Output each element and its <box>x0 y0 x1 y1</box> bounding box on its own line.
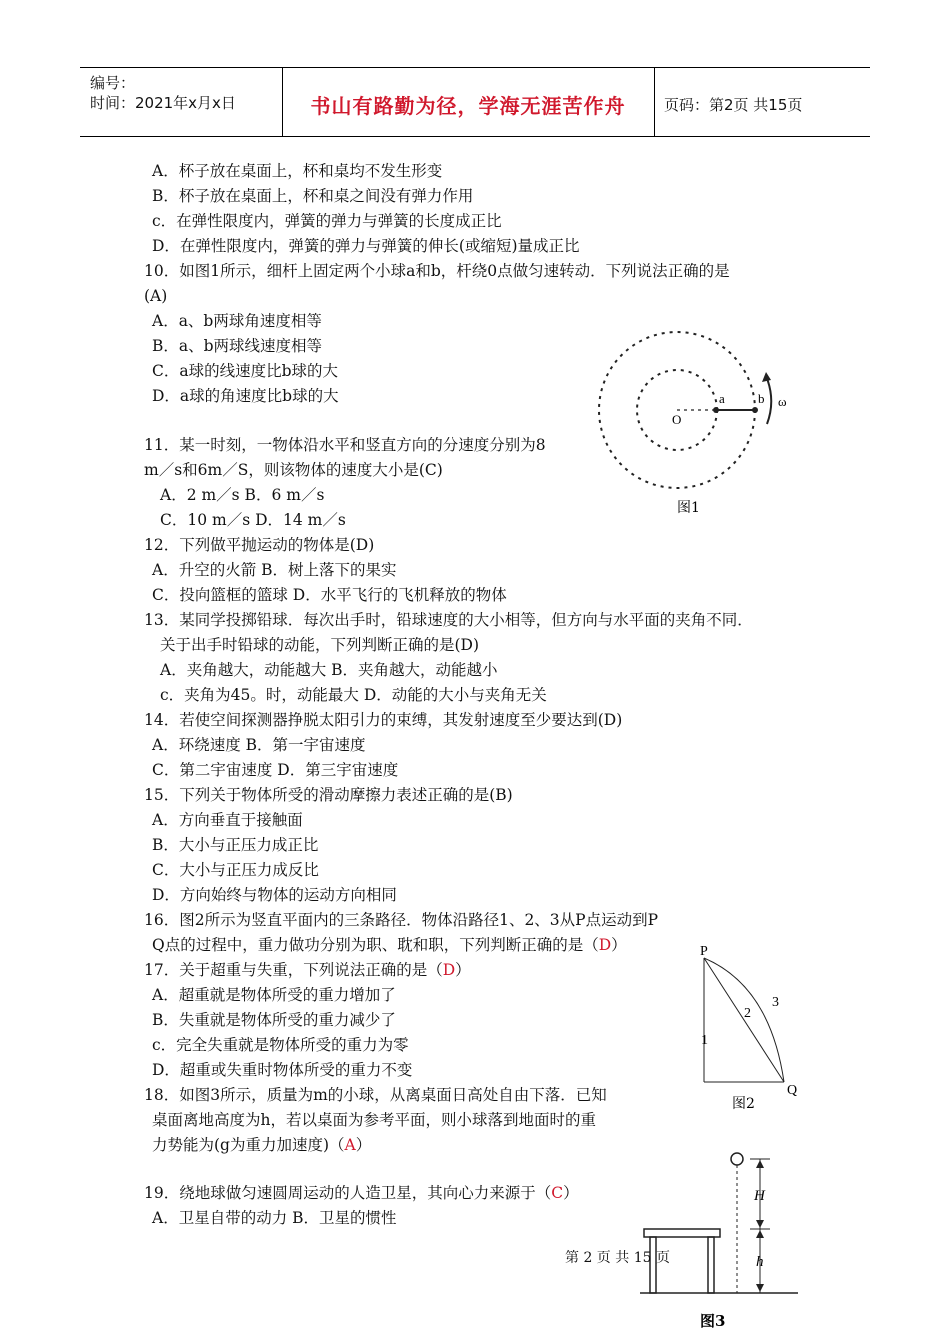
q11-stem-2: m／s和6m／S，则该物体的速度大小是(C) <box>144 461 443 479</box>
q10-answer: (A) <box>144 287 168 305</box>
q15-option-c: C．大小与正压力成反比 <box>152 861 319 879</box>
q15-option-d: D．方向始终与物体的运动方向相同 <box>152 886 397 904</box>
falling-ball <box>731 1153 743 1165</box>
q17-answer: D <box>442 961 456 979</box>
q11-options-cd: C．10 m／s D．14 m／s <box>160 511 346 529</box>
q13-stem-2: 关于出手时铅球的动能，下列判断正确的是(D) <box>160 636 480 654</box>
page-info: 页码：第2页 共15页 <box>664 96 803 114</box>
q16-answer: D <box>598 936 612 954</box>
q17-close: ） <box>455 961 471 979</box>
label-h-lower: h <box>756 1254 764 1270</box>
table-leg-right <box>708 1237 714 1293</box>
q17-option-c: c．完全失重就是物体所受的重力为零 <box>152 1036 409 1054</box>
q9-option-c: c．在弹性限度内，弹簧的弹力与弹簧的长度成正比 <box>152 212 502 230</box>
label-path-1: 1 <box>701 1033 708 1048</box>
q12-options-ab: A．升空的火箭 B．树上落下的果实 <box>152 561 397 579</box>
figure-2 <box>690 940 810 1115</box>
arrow-head-icon <box>762 372 771 382</box>
q13-options-cd: c．夹角为45。时，动能最大 D．动能的大小与夹角无关 <box>160 686 547 704</box>
q19-close: ） <box>563 1184 579 1202</box>
q10-option-c: C．a球的线速度比b球的大 <box>152 362 339 380</box>
label-a: a <box>719 391 725 406</box>
label-p: P <box>700 944 708 959</box>
q14-stem: 14．若使空间探测器挣脱太阳引力的束缚，其发射速度至少要达到(D) <box>144 711 623 729</box>
code-label: 编号： <box>90 74 136 92</box>
q19-stem <box>144 1183 579 1203</box>
q18-stem: 18．如图3所示，质量为m的小球，从离桌面日高处自由下落．已知 <box>144 1086 607 1104</box>
q16-stem-2 <box>152 935 627 955</box>
label-o: O <box>672 412 682 427</box>
q11-options-ab: A．2 m／s B．6 m／s <box>160 486 325 504</box>
figure-3 <box>630 1145 810 1340</box>
page-footer: 第 2 页 共 15 页 <box>565 1250 670 1266</box>
q14-options-ab: A．环绕速度 B．第一宇宙速度 <box>152 736 366 754</box>
q11-stem: 11．某一时刻，一物体沿水平和竖直方向的分速度分别为8 <box>144 436 546 454</box>
label-omega: ω <box>778 394 787 409</box>
q9-option-a: A．杯子放在桌面上，杯和桌均不发生形变 <box>152 162 443 180</box>
ball-a <box>713 407 719 413</box>
figure-2-caption: 图2 <box>732 1096 755 1112</box>
q17-text: 17．关于超重与失重，下列说法正确的是（ <box>144 961 443 979</box>
q18-answer: A <box>344 1136 356 1154</box>
q18-stem-3 <box>152 1135 371 1155</box>
q9-option-d: D．在弹性限度内，弹簧的弹力与弹簧的伸长(或缩短)量成正比 <box>152 237 580 255</box>
q16-text: Q点的过程中，重力做功分别为职、耽和职，下列判断正确的是（ <box>152 936 599 954</box>
ball-b <box>752 407 758 413</box>
label-h-upper: H <box>754 1188 765 1204</box>
q9-option-b: B．杯子放在桌面上，杯和桌之间没有弹力作用 <box>152 187 474 205</box>
q18-stem-2: 桌面离地高度为h，若以桌面为参考平面，则小球落到地面时的重 <box>152 1111 596 1129</box>
label-b: b <box>758 391 765 406</box>
table-top <box>644 1229 720 1237</box>
q15-option-b: B．大小与正压力成正比 <box>152 836 319 854</box>
arrow-down-icon <box>756 1284 764 1292</box>
q10-stem: 10．如图1所示，细杆上固定两个小球a和b，杆绕0点做匀速转动．下列说法正确的是 <box>144 262 730 280</box>
arrow-down-icon <box>756 1220 764 1228</box>
q17-option-a: A．超重就是物体所受的重力增加了 <box>152 986 396 1004</box>
q14-options-cd: C．第二宇宙速度 D．第三宇宙速度 <box>152 761 399 779</box>
header-middle <box>282 68 655 136</box>
header-left <box>80 68 283 136</box>
q18-text: 力势能为(g为重力加速度)（ <box>152 1136 345 1154</box>
q15-stem: 15．下列关于物体所受的滑动摩擦力表述正确的是(B) <box>144 786 513 804</box>
q13-stem: 13．某同学投掷铅球．每次出手时，铅球速度的大小相等，但方向与水平面的夹角不同． <box>144 611 753 629</box>
header-right <box>654 68 870 136</box>
rotation-arrow <box>766 376 771 424</box>
arrow-up-icon <box>756 1160 764 1168</box>
q10-option-b: B．a、b两球线速度相等 <box>152 337 323 355</box>
q12-stem: 12．下列做平抛运动的物体是(D) <box>144 536 375 554</box>
q10-option-d: D．a球的角速度比b球的大 <box>152 387 339 405</box>
q19-answer: C <box>551 1184 564 1202</box>
q12-options-cd: C．投向篮框的篮球 D．水平飞行的飞机释放的物体 <box>152 586 507 604</box>
q10-option-a: A．a、b两球角速度相等 <box>152 312 322 330</box>
label-path-2: 2 <box>744 1006 751 1021</box>
q16-close: ） <box>611 936 627 954</box>
q17-stem <box>144 960 471 980</box>
q16-stem: 16．图2所示为竖直平面内的三条路径．物体沿路径1、2、3从P点运动到P <box>144 911 659 929</box>
q17-option-b: B．失重就是物体所受的重力减少了 <box>152 1011 396 1029</box>
label-path-3: 3 <box>772 995 779 1010</box>
figure-1-caption: 图1 <box>677 500 700 516</box>
motto: 书山有路勤为径，学海无涯苦作舟 <box>310 94 626 118</box>
page-header <box>80 67 870 137</box>
arrow-up-icon <box>756 1230 764 1238</box>
q18-close: ） <box>355 1136 372 1154</box>
q13-options-ab: A．夹角越大，动能越大 B．夹角越大，动能越小 <box>160 661 498 679</box>
q15-option-a: A．方向垂直于接触面 <box>152 811 303 829</box>
q19-text: 19．绕地球做匀速圆周运动的人造卫星，其向心力来源于（ <box>144 1184 552 1202</box>
q17-option-d: D．超重或失重时物体所受的重力不变 <box>152 1061 413 1079</box>
label-q: Q <box>787 1083 798 1098</box>
figure-1 <box>590 320 820 520</box>
time-label: 时间：2021年x月x日 <box>90 94 236 112</box>
figure-3-caption: 图3 <box>700 1312 726 1330</box>
q19-options-ab: A．卫星自带的动力 B．卫星的惯性 <box>152 1209 397 1227</box>
